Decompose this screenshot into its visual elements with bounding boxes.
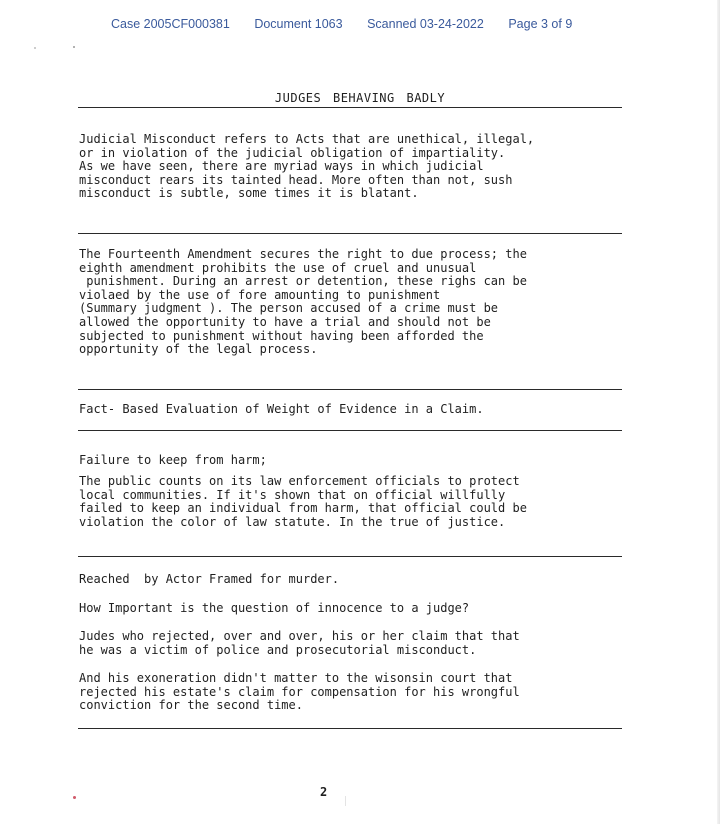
title-divider (78, 107, 622, 108)
scan-date: Scanned 03-24-2022 (367, 17, 484, 31)
paragraph-failure-to-keep-from-harm: The public counts on its law enforcement officials to protect local communities. If it's shown that on official willfully failed to keep an individual from harm, that official could be violation the color of law statute. In the true of justice. (79, 474, 527, 529)
heading-actor-framed: Reached by Actor Framed for murder. (79, 572, 340, 586)
case-number: Case 2005CF000381 (111, 17, 230, 31)
question-innocence: How Important is the question of innocence to a judge? (79, 601, 470, 615)
section-divider (78, 233, 622, 234)
section-divider (78, 430, 622, 431)
section-divider (78, 556, 622, 557)
document-header (111, 17, 572, 31)
page-indicator: Page 3 of 9 (508, 17, 573, 31)
paragraph-fourteenth-amendment: The Fourteenth Amendment secures the right to due process; the eighth amendment prohibits the use of cruel and unusual punishment. During an arrest or detention, these righs can be violaed by the use of fore amounting to punishment (Summary judgment ). The person accused of a crime must be allowed the opportunity to have a trial and should not be subjected to punishment without having been afforded the opportunity of the legal process. (79, 247, 527, 357)
document-number: Document 1063 (254, 17, 343, 31)
stray-ink-mark (73, 796, 76, 799)
scan-speck (34, 47, 36, 49)
paragraph-fact-based-evaluation: Fact- Based Evaluation of Weight of Evidence in a Claim. (79, 402, 484, 416)
paragraph-rejected-claim: Judes who rejected, over and over, his or her claim that that he was a victim of police and prosecutorial misconduct. (79, 629, 520, 657)
scan-speck (73, 46, 75, 48)
section-divider (78, 389, 622, 390)
page-number: 2 (320, 785, 328, 799)
paragraph-judicial-misconduct: Judicial Misconduct refers to Acts that are unethical, illegal, or in violation of the judicial obligation of impartiality. As we have seen, there are myriad ways in which judicial misconduct rears its tainted head. More often than not, sush misconduct is subtle, some times it is blatant. (79, 132, 535, 201)
section-divider (78, 728, 622, 729)
heading-failure-to-keep-from-harm: Failure to keep from harm; (79, 453, 267, 467)
paragraph-exoneration: And his exoneration didn't matter to the wisonsin court that rejected his estate's claim for compensation for his wrongful conviction for the second time. (79, 671, 520, 713)
page-title: JUDGES BEHAVING BADLY (274, 91, 446, 105)
scan-artifact (345, 796, 346, 806)
